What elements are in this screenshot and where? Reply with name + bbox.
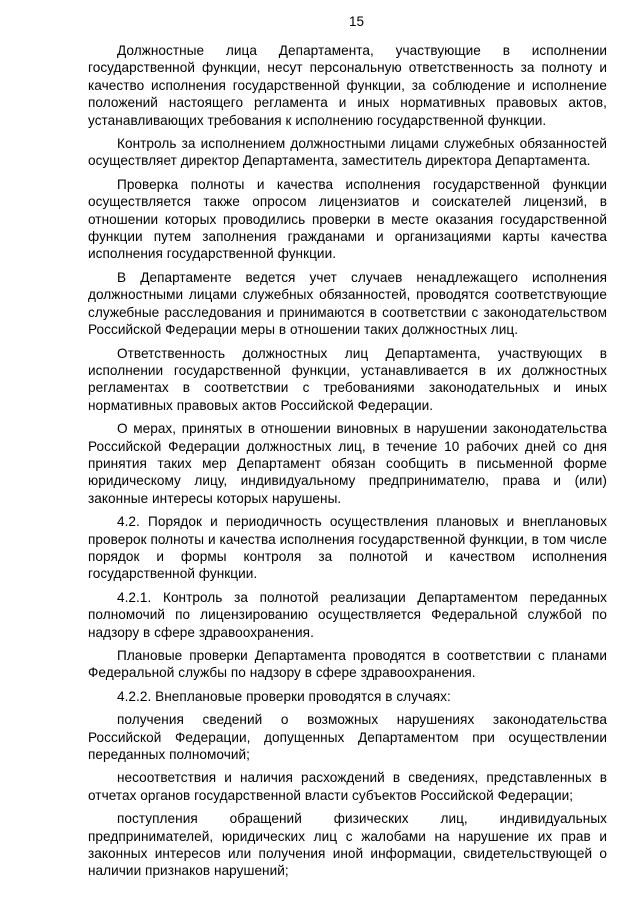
- paragraph-officials-liability: Ответственность должностных лиц Департамента, участвующих в исполнении государственной функции, устанавливается в их должностных регламентах в соответствии с требованиями законодательных и иных нормативных правовых актов Российской Федерации.: [88, 345, 607, 413]
- paragraph-measures-notice: О мерах, принятых в отношении виновных в нарушении законодательства Российской Федерации должностных лиц, в течение 10 рабочих дней со дня принятия таких мер Департамент обязан сообщить в письменной форме юридическому лицу, индивидуальному предпринимателю, права и (или) законные интересы которых нарушены.: [88, 421, 607, 506]
- paragraph-case-complaints: поступления обращений физических лиц, индивидуальных предпринимателей, юридических лиц с жалобами на нарушение их прав и законных интересов или получения иной информации, свидетельствующей о наличии признаков нарушений;: [88, 811, 607, 879]
- paragraph-section-4-2-2: 4.2.2. Внеплановые проверки проводятся в случаях:: [117, 688, 451, 704]
- paragraph-section-4-2: 4.2. Порядок и периодичность осуществления плановых и внеплановых проверок полноты и качества исполнения государственной функции, в том числе порядок и формы контроля за полнотой и качеством исполнения государственной функции.: [88, 514, 607, 582]
- paragraph-responsibility: Должностные лица Департамента, участвующие в исполнении государственной функции, несут персональную ответственность за полноту и качество исполнения государственной функции, за соблюдение и исполнение положений настоящего регламента и иных нормативных правовых актов, устанавливающих требования к исполнению государственной функции.: [88, 43, 607, 128]
- paragraph-section-4-2-1: 4.2.1. Контроль за полнотой реализации Департаментом переданных полномочий по лицензированию осуществляется Федеральной службой по надзору в сфере здравоохранения.: [88, 589, 607, 640]
- paragraph-case-violations-info: получения сведений о возможных нарушениях законодательства Российской Федерации, допущенных Департаментом при осуществлении переданных полномочий;: [88, 712, 607, 763]
- paragraph-control-director: Контроль за исполнением должностными лицами служебных обязанностей осуществляет директор Департамента, заместитель директора Департамента.: [88, 136, 607, 169]
- page-number: 15: [348, 14, 365, 29]
- paragraph-case-discrepancies: несоответствия и наличия расхождений в сведениях, представленных в отчетах органов государственной власти субъектов Российской Федерации;: [88, 770, 607, 803]
- paragraph-improper-performance: В Департаменте ведется учет случаев ненадлежащего исполнения должностными лицами служебных обязанностей, проводятся соответствующие служебные расследования и принимаются в соответствии с законодательством Российской Федерации меры в отношении таких должностных лиц.: [88, 269, 607, 338]
- paragraph-quality-survey: Проверка полноты и качества исполнения государственной функции осуществляется также опросом лицензиатов и соискателей лицензий, в отношении которых проводились проверки в месте оказания государственной функции путем заполнения гражданами и организациями карты качества исполнения государственной функции.: [88, 176, 607, 262]
- paragraph-planned-inspections: Плановые проверки Департамента проводятся в соответствии с планами Федеральной службы по надзору в сфере здравоохранения.: [88, 648, 607, 681]
